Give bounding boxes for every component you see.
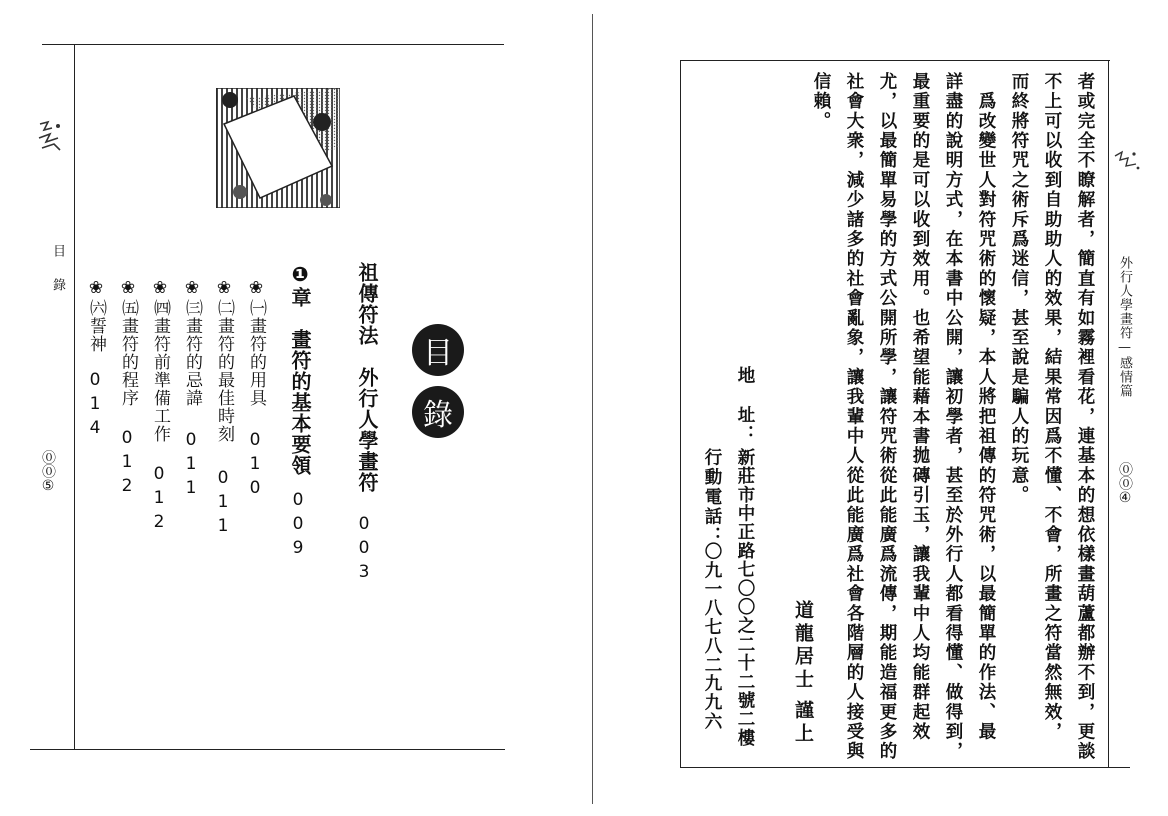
signature-suffix: 謹上 xyxy=(792,700,814,746)
body-line-7: 尤，以最簡單易學的方式公開所學，讓符咒術從此能廣爲流傳，期能造福更多的 xyxy=(877,72,897,762)
side-label-top: 目 xyxy=(50,244,65,257)
toc-entry-1: 祖傳符法 外行人學畫符 xyxy=(355,262,379,493)
toc-item-5: ❀㈤畫符的程序 xyxy=(118,278,138,407)
signature-name: 道龍居士 xyxy=(792,600,814,692)
toc-item-2: ❀㈡畫符的最佳時刻 xyxy=(214,278,234,443)
body-line-2: 不上可以收到自助助人的效果，結果常因爲不懂、不會，所畫之符當然無效， xyxy=(1042,72,1062,742)
right-bottom-rule xyxy=(680,767,1130,768)
toc-item-3-page: 011 xyxy=(181,430,201,502)
toc-item-1: ❀㈠畫符的用具 xyxy=(246,278,266,407)
body-line-8: 社會大衆，減少諸多的社會亂象，讓我輩中人從此能廣爲社會各階層的人接受與 xyxy=(844,72,864,762)
toc-item-2-page: 011 xyxy=(213,468,233,540)
toc-entry-2: ❶章 畫符的基本要領 xyxy=(288,262,312,476)
body-line-1: 者或完全不瞭解者，簡直有如霧裡看花，連基本的想依樣畫葫蘆都辦不到，更談 xyxy=(1075,72,1095,762)
toc-entry-1-page: 003 xyxy=(354,514,374,586)
left-top-rule xyxy=(42,44,504,45)
toc-item-5-page: 012 xyxy=(117,428,137,500)
body-line-5: 詳盡的說明方式，在本書中公開，讓初學者，甚至於外行人都看得懂、做得到， xyxy=(943,72,963,762)
right-margin-rule xyxy=(1108,60,1109,768)
toc-item-3: ❀㈢畫符的忌諱 xyxy=(182,278,202,407)
ornament-icon xyxy=(36,118,66,154)
phone-value: 〇九一八七八二九九六 xyxy=(702,542,722,731)
phone-label: 行動電話： xyxy=(702,448,722,547)
toc-item-1-page: 010 xyxy=(245,430,265,502)
address-value: 新莊市中正路七〇〇之二十二號二樓 xyxy=(735,448,755,748)
left-margin-rule xyxy=(74,44,75,750)
toc-entry-2-page: 009 xyxy=(288,490,308,562)
body-line-9: 信賴。 xyxy=(811,72,831,132)
side-label-bottom: 錄 xyxy=(50,278,65,291)
toc-item-6: ❀㈥誓神 xyxy=(86,278,106,353)
body-line-3: 而終將符咒之術斥爲迷信，甚至說是騙人的玩意。 xyxy=(1009,72,1029,506)
toc-item-4: ❀㈣畫符前準備工作 xyxy=(150,278,170,443)
right-left-rule xyxy=(680,60,681,768)
left-bottom-rule xyxy=(30,749,505,750)
running-head: 外行人學畫符—感情篇 xyxy=(1117,256,1132,398)
body-line-4: 爲改變世人對符咒術的懷疑，本人將把祖傳的符咒術，以最簡單的作法、最 xyxy=(976,72,996,742)
ornament-icon-right xyxy=(1112,146,1142,174)
right-page-number: ⓪⓪④ xyxy=(1117,462,1133,506)
toc-item-4-page: 012 xyxy=(149,464,169,536)
title-circle-2: 錄 xyxy=(412,386,464,438)
page-gutter xyxy=(592,14,593,804)
body-line-6: 最重要的是可以收到效用。也希望能藉本書拋磚引玉，讓我輩中人均能群起效 xyxy=(910,72,930,742)
address-label: 地 址： xyxy=(735,366,755,445)
toc-item-6-page: 014 xyxy=(85,370,105,442)
left-page-number: ⓪⓪⑤ xyxy=(40,450,56,494)
title-circle-1: 目 xyxy=(412,324,464,376)
right-top-rule xyxy=(680,60,1110,61)
decorative-illustration xyxy=(216,88,340,208)
